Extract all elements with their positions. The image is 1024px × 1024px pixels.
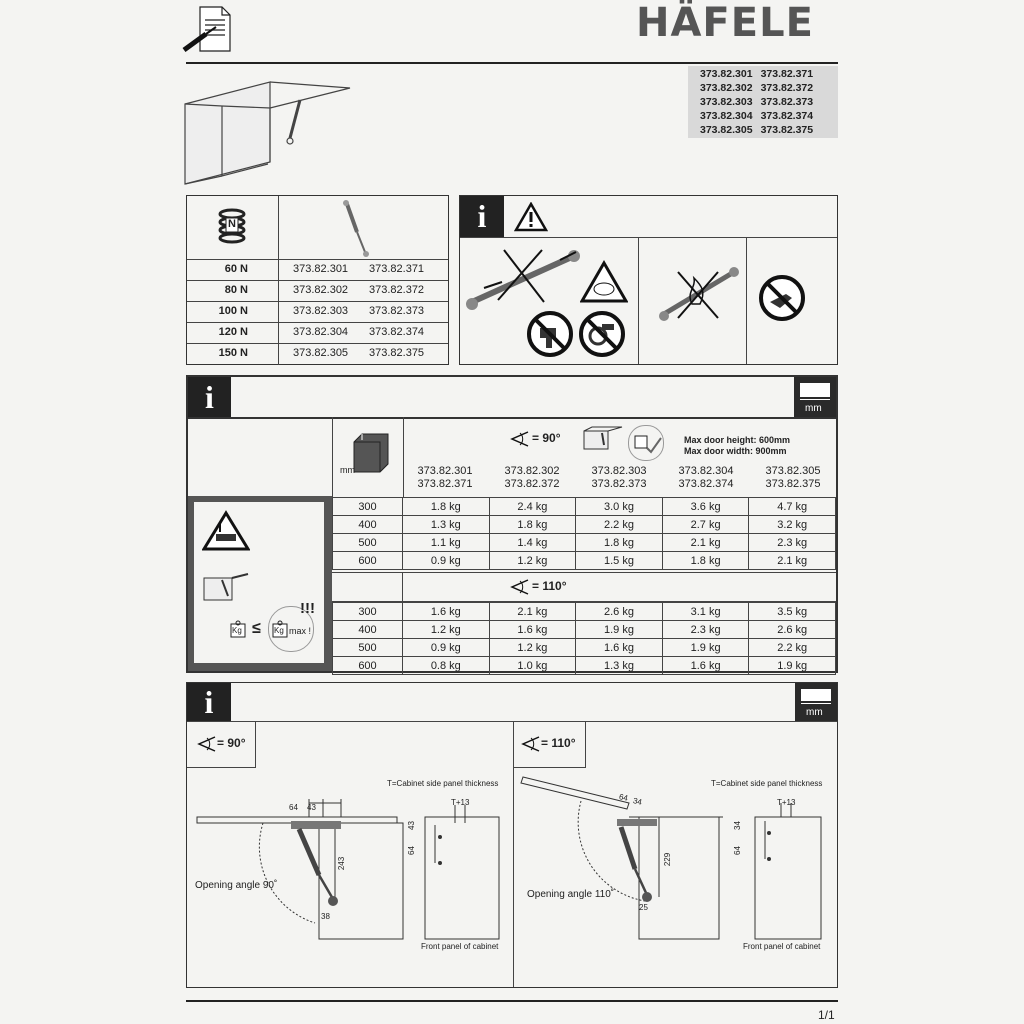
header-code: 373.82.303 [700, 96, 753, 108]
max-door-height: Max door height: 600mm [684, 435, 791, 445]
weight-cell: 2.2 kg [749, 639, 836, 657]
dim-38: 38 [321, 912, 330, 921]
column-header [576, 465, 662, 491]
weight-cell: 3.5 kg [749, 603, 836, 621]
header-code: 373.82.301 [700, 68, 753, 80]
height-cell: 600 [333, 657, 403, 675]
article-number: 373.82.301 [417, 465, 473, 477]
header-code-row [700, 95, 813, 109]
kg-label: Kg [232, 626, 242, 635]
no-pull-strut-icon [464, 242, 584, 319]
table-row [333, 534, 836, 552]
kg-weight-max-icon [272, 620, 288, 643]
force-table [186, 195, 449, 365]
force-row [187, 301, 448, 322]
weight-cell: 1.8 kg [403, 498, 490, 516]
column-header [489, 465, 575, 491]
header-code: 373.82.373 [760, 96, 814, 108]
height-cell: 400 [333, 516, 403, 534]
side-thickness-note: T=Cabinet side panel thickness [387, 779, 499, 788]
weight-cell: 1.3 kg [403, 516, 490, 534]
footer-rule [186, 1000, 838, 1002]
dim-229: 229 [663, 852, 673, 867]
weight-cell: 1.8 kg [576, 534, 663, 552]
article-number: 373.82.371 [369, 263, 425, 275]
force-row [187, 343, 448, 364]
height-cell: 400 [333, 621, 403, 639]
front-panel-label: Front panel of cabinet [421, 942, 499, 951]
weight-cell: 1.0 kg [489, 657, 576, 675]
article-number: 373.82.372 [504, 478, 560, 490]
height-cell: 300 [333, 498, 403, 516]
article-number: 373.82.374 [678, 478, 734, 490]
weight-cell: 2.2 kg [576, 516, 663, 534]
force-icon-label: N [228, 218, 236, 230]
warning-exclaim: !!! [300, 600, 315, 617]
hand-warning-icon [202, 510, 250, 557]
header-rule [186, 62, 838, 64]
article-number: 373.82.373 [369, 305, 425, 317]
weight-cell: 2.4 kg [489, 498, 576, 516]
weight-cell: 1.6 kg [403, 603, 490, 621]
gas-strut-icon [337, 198, 377, 258]
max-label: max ! [289, 626, 312, 636]
weight-cell: 0.9 kg [403, 552, 490, 570]
height-cell: 300 [333, 603, 403, 621]
article-number: 373.82.374 [369, 326, 425, 338]
dim-43: 43 [307, 803, 316, 812]
weight-cell: 1.3 kg [576, 657, 663, 675]
weight-table-90 [332, 497, 836, 570]
force-row [187, 322, 448, 343]
force-value: 60 N [224, 263, 248, 275]
info-badge: i [460, 196, 504, 237]
spring-icon [217, 208, 247, 244]
kg-label: Kg [274, 626, 284, 635]
angle-90-label: = 90° [532, 431, 561, 445]
force-value: 80 N [224, 284, 248, 296]
document-icon [182, 6, 232, 52]
install-angle-90: = 90° [217, 736, 246, 750]
column-header [663, 465, 749, 491]
panel-height-icon [350, 432, 390, 479]
force-row [187, 259, 448, 280]
header-line [188, 417, 836, 419]
article-number: 373.82.305 [293, 347, 349, 359]
cabinet-90-icon [582, 425, 624, 456]
dim-64: 64 [618, 792, 629, 803]
brand-logo: HÄFELE [636, 0, 814, 46]
no-drill-icon [526, 310, 574, 363]
mm-label: mm [805, 403, 822, 414]
force-value: 120 N [218, 326, 248, 338]
table-row [333, 621, 836, 639]
article-number: 373.82.372 [369, 284, 425, 296]
weight-cell: 1.6 kg [489, 621, 576, 639]
angle-110-icon [519, 735, 541, 758]
weight-cell: 0.9 kg [403, 639, 490, 657]
weight-section [186, 375, 838, 673]
article-number: 373.82.375 [369, 347, 425, 359]
weight-cell: 1.1 kg [403, 534, 490, 552]
weight-cell: 2.3 kg [749, 534, 836, 552]
column-header [750, 465, 836, 491]
dim-25: 25 [639, 903, 648, 912]
dim-64: 64 [289, 803, 298, 812]
angle-110-label: = 110° [532, 579, 567, 593]
weight-cell: 1.2 kg [489, 552, 576, 570]
table-row [333, 516, 836, 534]
article-number: 373.82.373 [591, 478, 647, 490]
no-fire-strut-icon [656, 262, 740, 331]
cabinet-illustration [182, 78, 358, 188]
height-cell: 500 [333, 534, 403, 552]
weight-cell: 2.7 kg [662, 516, 749, 534]
info-badge: i [187, 683, 231, 721]
header-code: 373.82.375 [760, 124, 814, 136]
article-number: 373.82.304 [293, 326, 349, 338]
angle-110-icon [508, 578, 530, 601]
article-number: 373.82.302 [293, 284, 349, 296]
header-code: 373.82.304 [700, 110, 753, 122]
table-row [333, 639, 836, 657]
front-panel-label: Front panel of cabinet [743, 942, 821, 951]
no-lubricate-icon [758, 274, 806, 327]
header-code-row [700, 81, 813, 95]
divider-1 [638, 237, 639, 364]
table-row [333, 498, 836, 516]
mm-label: mm [806, 707, 823, 718]
mm-ruler-icon [795, 683, 837, 721]
divider-2 [746, 237, 747, 364]
install-angle-110: = 110° [541, 736, 576, 750]
info-badge: i [188, 377, 231, 418]
pressure-warning-icon [580, 260, 628, 309]
article-number: 373.82.301 [293, 263, 349, 275]
leq-sign: ≤ [252, 620, 261, 637]
dim-34-vertical: 34 [732, 821, 742, 830]
panel-mm-label: mm [340, 465, 355, 475]
header-line [187, 721, 837, 722]
weight-cell: 2.3 kg [662, 621, 749, 639]
kg-weight-icon [230, 620, 246, 643]
weight-cell: 3.2 kg [749, 516, 836, 534]
article-number: 373.82.375 [765, 478, 821, 490]
force-value: 100 N [218, 305, 248, 317]
article-number: 373.82.305 [765, 465, 821, 477]
warning-side-panel [188, 496, 332, 671]
angle-90-icon [195, 735, 217, 758]
weight-cell: 2.6 kg [576, 603, 663, 621]
opening-angle-110: Opening angle 110˚ [527, 889, 615, 900]
weight-cell: 1.8 kg [662, 552, 749, 570]
install-diagram-110 [519, 773, 839, 948]
weight-cell: 3.0 kg [576, 498, 663, 516]
header-code-row [700, 109, 813, 123]
weight-cell: 1.9 kg [662, 639, 749, 657]
weight-cell: 2.1 kg [749, 552, 836, 570]
table-row [333, 603, 836, 621]
header-code: 373.82.374 [760, 110, 814, 122]
weight-cell: 0.8 kg [403, 657, 490, 675]
dim-243: 243 [337, 856, 347, 871]
header-code: 373.82.372 [760, 82, 814, 94]
dim-43-vertical: 43 [406, 821, 416, 830]
article-number: 373.82.371 [417, 478, 473, 490]
safety-panel [459, 195, 838, 365]
table-row [333, 657, 836, 675]
dim-34: 34 [632, 796, 643, 807]
weight-cell: 1.6 kg [576, 639, 663, 657]
column-header [402, 465, 488, 491]
header-code-list [700, 67, 813, 137]
height-cell: 500 [333, 639, 403, 657]
cabinet-load-icon [202, 570, 250, 609]
opening-angle-90: Opening angle 90˚ [195, 880, 278, 891]
dim-64-vertical: 64 [406, 846, 416, 855]
mm-ruler-icon [794, 377, 836, 417]
article-number: 373.82.303 [591, 465, 647, 477]
max-kg-check-icon [628, 425, 664, 461]
article-number: 373.82.304 [678, 465, 734, 477]
weight-cell: 1.8 kg [489, 516, 576, 534]
header-code: 373.82.302 [700, 82, 753, 94]
weight-cell: 1.9 kg [576, 621, 663, 639]
weight-cell: 1.9 kg [749, 657, 836, 675]
table-row [333, 552, 836, 570]
install-section [186, 682, 838, 988]
weight-cell: 2.1 kg [489, 603, 576, 621]
height-cell: 600 [333, 552, 403, 570]
header-line [460, 237, 837, 238]
no-grind-icon [578, 310, 626, 363]
warning-icon [514, 202, 548, 237]
dim-64-vertical: 64 [732, 846, 742, 855]
angle-110-row [332, 572, 836, 602]
page-number: 1/1 [818, 1008, 835, 1022]
weight-cell: 1.6 kg [662, 657, 749, 675]
header-code-row [700, 123, 813, 137]
t13-label: T+13 [777, 798, 796, 807]
article-number: 373.82.303 [293, 305, 349, 317]
weight-cell: 1.2 kg [403, 621, 490, 639]
header-code: 373.82.305 [700, 124, 753, 136]
weight-cell: 1.5 kg [576, 552, 663, 570]
article-number: 373.82.302 [504, 465, 560, 477]
weight-cell: 1.4 kg [489, 534, 576, 552]
side-thickness-note: T=Cabinet side panel thickness [711, 779, 823, 788]
weight-cell: 4.7 kg [749, 498, 836, 516]
force-rows [187, 259, 448, 364]
install-diagram-90 [195, 793, 515, 948]
angle-90-icon [508, 430, 530, 453]
weight-table-110 [332, 602, 836, 675]
weight-cell: 3.6 kg [662, 498, 749, 516]
header-code-row [700, 67, 813, 81]
max-door-width: Max door width: 900mm [684, 446, 787, 456]
weight-cell: 3.1 kg [662, 603, 749, 621]
weight-cell: 2.6 kg [749, 621, 836, 639]
force-row [187, 280, 448, 301]
force-value: 150 N [218, 347, 248, 359]
t13-label: T+13 [451, 798, 470, 807]
weight-cell: 2.1 kg [662, 534, 749, 552]
header-code: 373.82.371 [760, 68, 814, 80]
weight-cell: 1.2 kg [489, 639, 576, 657]
